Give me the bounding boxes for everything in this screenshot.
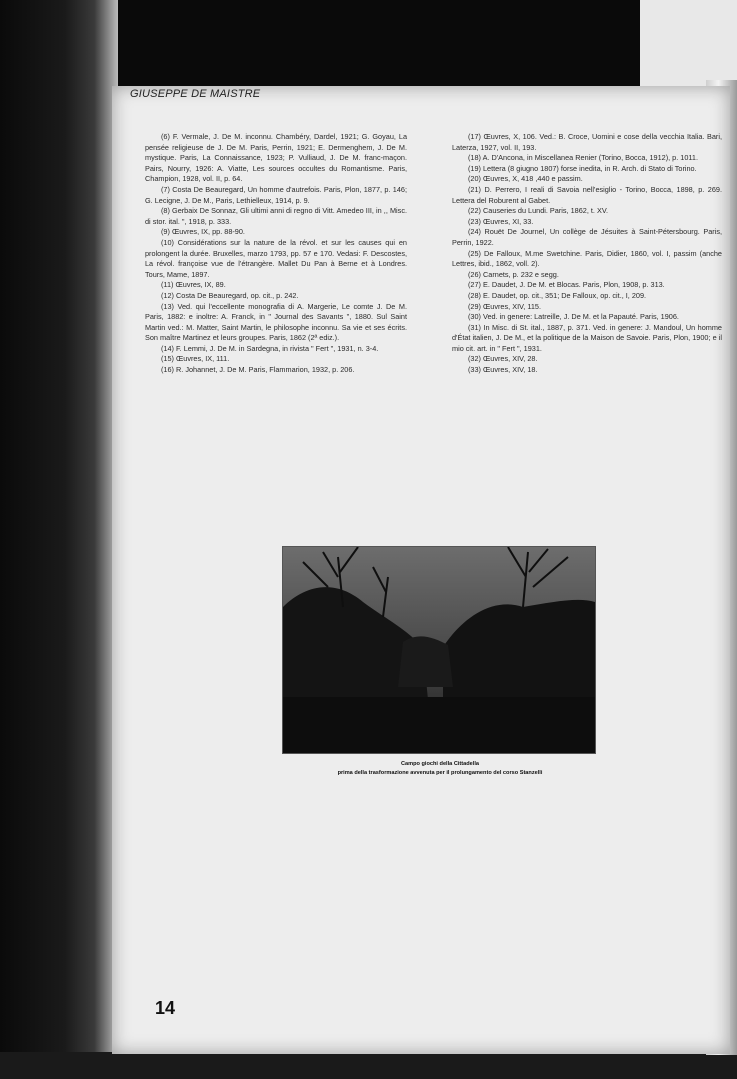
footnote: (18) A. D'Ancona, in Miscellanea Renier (Torino, Bocca, 1912), p. 1011. [468, 153, 699, 163]
footnote: (10) Considérations sur la nature de la révol. et sur les causes qui en prolongent la durée. Bruxelles, marzo 1793, pp. 57 e 170. Vedasi: F. Descostes, La révol. françoise vue de l'étrangère. Mallet Du Pan à Berne et à Londres. Tours, Mame, 1897. [145, 237, 407, 279]
photograph-trees [282, 546, 596, 754]
footnote: (24) Rouët De Journel, Un collège de Jésuites à Saint-Pétersbourg. Paris, Perrin, 1922. [452, 227, 722, 247]
photo-caption [290, 760, 590, 778]
footnote: (32) Œuvres, XIV, 28. [468, 354, 538, 364]
footnote: (17) Œuvres, X, 106. Ved.: B. Croce, Uomini e cose della vecchia Italia. Bari, Laterza, 1927, vol. II, 193. [452, 132, 722, 152]
footnote: (7) Costa De Beauregard, Un homme d'autrefois. Paris, Plon, 1877, p. 146; G. Lecigne, J. De M., Paris, Lethielleux, 1914, p. 9. [145, 184, 407, 205]
footnote: (11) Œuvres, IX, 89. [161, 280, 226, 290]
footnote: (20) Œuvres, X, 418 ,440 e passim. [468, 174, 583, 184]
footnote: (21) D. Perrero, I reali di Savoia nell'esiglio - Torino, Bocca, 1898, p. 269. Lettera del Roburent al Gabet. [452, 184, 722, 205]
dark-background-bottom [0, 1052, 737, 1079]
footnote: (25) De Falloux, M.me Swetchine. Paris, Didier, 1860, vol. I, passim (anche Lettres, ibid., 1862, voll. 2). [452, 248, 722, 269]
footnote: (30) Ved. in genere: Latreille, J. De M. et la Papauté. Paris, 1906. [468, 312, 679, 322]
footnote: (12) Costa De Beauregard, op. cit., p. 242. [161, 290, 299, 300]
footnote: (6) F. Vermale, J. De M. inconnu. Chambéry, Dardel, 1921; G. Goyau, La pensée religieuse de J. De M. Paris, Perrin, 1921; E. Dermenghem, J. De M. mystique. Paris, La Connaissance, 1923; P. Vulliaud, J. De M. franc-maçon. Pairs, Nourry, 1926: A. Viatte, Les sources occultes du Romantisme. Paris, Champion, 1928, vol. II, p. 64. [145, 132, 407, 184]
footnote: (29) Œuvres, XIV, 115. [468, 301, 542, 311]
caption-line: prima della trasformazione avvenuta per il prolungamento del corso Stanzelli [337, 770, 543, 776]
notes-column-left [145, 132, 407, 376]
notes-column-right [452, 132, 722, 376]
page-number: 14 [155, 998, 176, 1018]
footnote: (27) E. Daudet, J. De M. et Blocas. Paris, Plon, 1908, p. 313. [468, 280, 665, 290]
caption-line: Campo giochi della Cittadella [400, 761, 479, 767]
footnote: (15) Œuvres, IX, 111. [161, 354, 230, 364]
footnote: (33) Œuvres, XIV, 18. [468, 365, 538, 375]
light-background-corner [640, 0, 737, 90]
footnote: (31) In Misc. di St. ital., 1887, p. 371. Ved. in genere: J. Mandoul, Un homme d'État italien, J. De M., et la politique de la Maison de Savoie. Paris, Plon, 1900; e il mio cit. art. in " Fert ", 1931. [452, 322, 722, 353]
footnote: (16) R. Johannet, J. De M. Paris, Flammarion, 1932, p. 206. [161, 365, 355, 375]
footnote: (8) Gerbaix De Sonnaz, Gli ultimi anni di regno di Vitt. Amedeo III, in ,, Misc. di stor. ital. ", 1918, p. 333. [145, 206, 407, 226]
footnote: (19) Lettera (8 giugno 1807) forse inedita, in R. Arch. di Stato di Torino. [468, 163, 697, 173]
running-head: GIUSEPPE DE MAISTRE [130, 88, 261, 100]
footnote: (13) Ved. qui l'eccellente monografia di A. Margerie, Le comte J. De M. Paris, 1882: e inoltre: A. Franck, in " Journal des Savants ", 1880. Sul Saint Martin ved.: M. Matter, Saint Martin, le philosophe inconnu. Sa vie et ses écrits. Son maître Martinez et leurs groupes. Paris, 1862 (2ª ediz.). [145, 301, 407, 343]
book-gutter-shadow [0, 0, 118, 1079]
footnote: (23) Œuvres, XI, 33. [468, 216, 534, 226]
footnote: (26) Carnets, p. 232 e segg. [468, 269, 559, 279]
footnote: (9) Œuvres, IX, pp. 88-90. [161, 227, 245, 237]
footnote: (22) Causeries du Lundi. Paris, 1862, t. XV. [468, 206, 609, 216]
footnote: (14) F. Lemmi, J. De M. in Sardegna, in rivista " Fert ", 1931, n. 3-4. [161, 343, 379, 353]
footnote: (28) E. Daudet, op. cit., 351; De Falloux, op. cit., I, 209. [468, 290, 647, 300]
